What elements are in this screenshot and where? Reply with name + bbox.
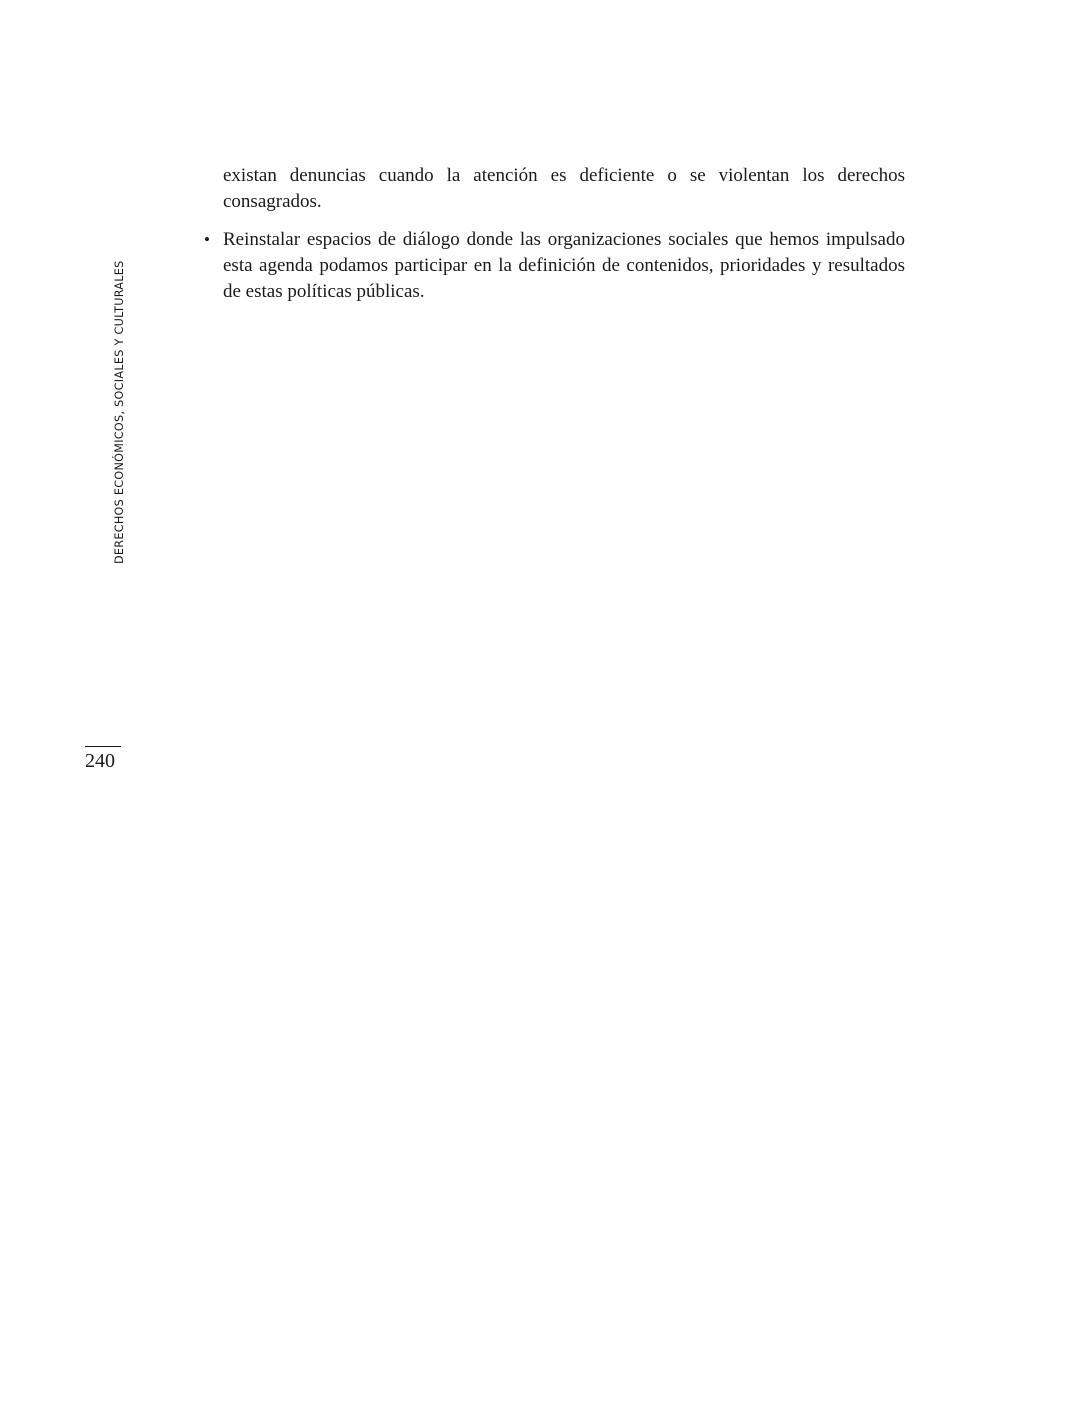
bullet-icon: • [204, 230, 210, 249]
page-number: 240 [85, 746, 121, 772]
list-item [204, 227, 905, 305]
main-text [204, 163, 905, 305]
running-head: DERECHOS ECONÓMICOS, SOCIALES Y CULTURALES [113, 260, 126, 564]
bullet-text: Reinstalar espacios de diálogo donde las organizaciones sociales que hemos impulsado esta agenda podamos participar en la definición de contenidos, prioridades y resultados de estas políticas públicas. [223, 229, 905, 302]
continuation-paragraph: existan denuncias cuando la atención es deficiente o se violentan los derechos consagrados. [223, 165, 905, 212]
bullet-list [204, 227, 905, 305]
